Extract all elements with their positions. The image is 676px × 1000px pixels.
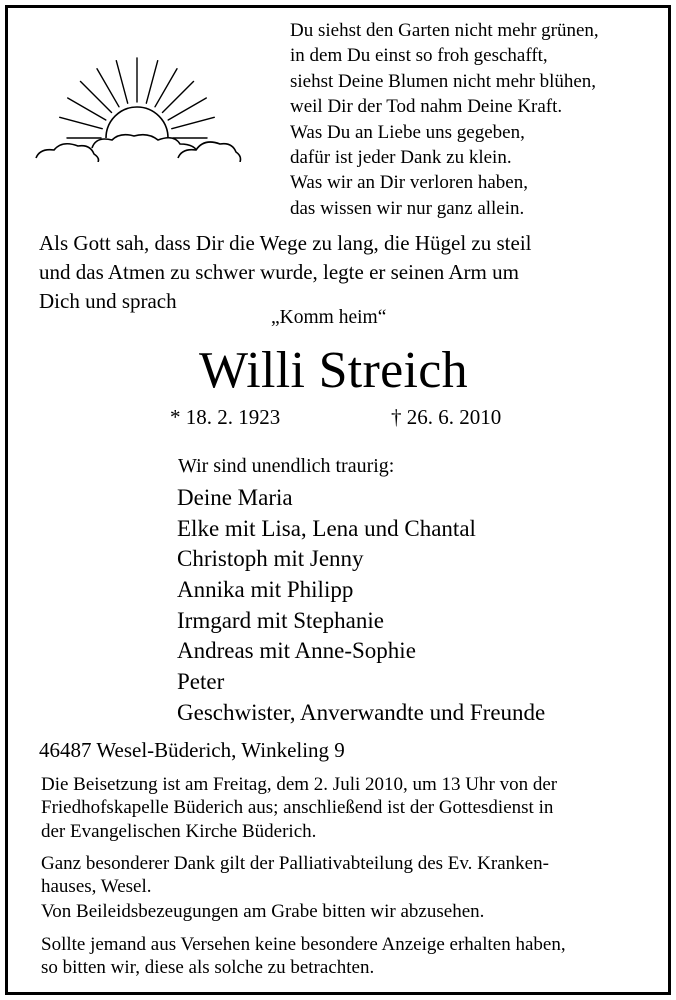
thanks-line: Ganz besonderer Dank gilt der Palliativabteilung des Ev. Kranken- — [41, 853, 549, 874]
intro-line: Dich und sprach — [39, 289, 177, 313]
birth-date: * 18. 2. 1923 — [170, 405, 281, 429]
sun-ray — [60, 117, 103, 128]
deceased-name: Willi Streich — [199, 342, 468, 399]
intro-line: und das Atmen zu schwer wurde, legte er seinen Arm um — [39, 260, 519, 284]
mourner-item: Elke mit Lisa, Lena und Chantal — [177, 515, 476, 541]
mourners-intro: Wir sind unendlich traurig: — [178, 455, 395, 477]
notice-text — [41, 933, 566, 980]
sun-ray — [146, 61, 157, 104]
mourner-item: Peter — [177, 669, 225, 695]
sun-ray — [172, 117, 215, 128]
condolence-note: Von Beileidsbezeugungen am Grabe bitten wir abzusehen. — [41, 901, 485, 922]
sun-ray — [116, 61, 127, 104]
poem-line: Was Du an Liebe uns gegeben, — [290, 121, 525, 143]
mourner-item: Christoph mit Jenny — [177, 546, 364, 572]
poem-line: in dem Du einst so froh geschafft, — [290, 45, 548, 67]
sunrise-clouds-icon — [28, 54, 246, 162]
mourner-item: Irmgard mit Stephanie — [177, 607, 384, 633]
poem-line: siehst Deine Blumen nicht mehr blühen, — [290, 70, 597, 92]
intro-text — [39, 229, 532, 316]
mourner-item: Deine Maria — [177, 485, 293, 510]
poem-line: Was wir an Dir verloren haben, — [290, 172, 528, 194]
poem-line: das wissen wir nur ganz allein. — [290, 197, 525, 219]
mourner-item: Annika mit Philipp — [177, 577, 354, 603]
poem-line: dafür ist jeder Dank zu klein. — [290, 146, 512, 168]
funeral-line: Friedhofskapelle Büderich aus; anschließend ist der Gottesdienst in — [41, 797, 554, 819]
poem-line: weil Dir der Tod nahm Deine Kraft. — [290, 96, 563, 118]
funeral-line: Die Beisetzung ist am Freitag, dem 2. Juli 2010, um 13 Uhr von der — [41, 774, 558, 795]
intro-line: Als Gott sah, dass Dir die Wege zu lang, die Hügel zu steil — [39, 231, 532, 255]
poem-line: Du siehst den Garten nicht mehr grünen, — [290, 20, 599, 41]
death-date: † 26. 6. 2010 — [391, 405, 502, 429]
notice-line: so bitten wir, diese als solche zu betrachten. — [41, 957, 375, 979]
quote: „Komm heim“ — [271, 307, 387, 328]
poem — [290, 18, 599, 221]
funeral-info — [41, 773, 557, 843]
mourner-item: Andreas mit Anne-Sophie — [177, 638, 416, 664]
address: 46487 Wesel-Büderich, Winkeling 9 — [39, 738, 345, 762]
thanks-line: hauses, Wesel. — [41, 876, 152, 898]
funeral-line: der Evangelischen Kirche Büderich. — [41, 820, 317, 842]
mourners-list — [177, 483, 545, 729]
thanks-note — [41, 852, 549, 899]
mourner-item: Geschwister, Anverwandte und Freunde — [177, 699, 546, 725]
notice-line: Sollte jemand aus Versehen keine besondere Anzeige erhalten haben, — [41, 934, 566, 955]
